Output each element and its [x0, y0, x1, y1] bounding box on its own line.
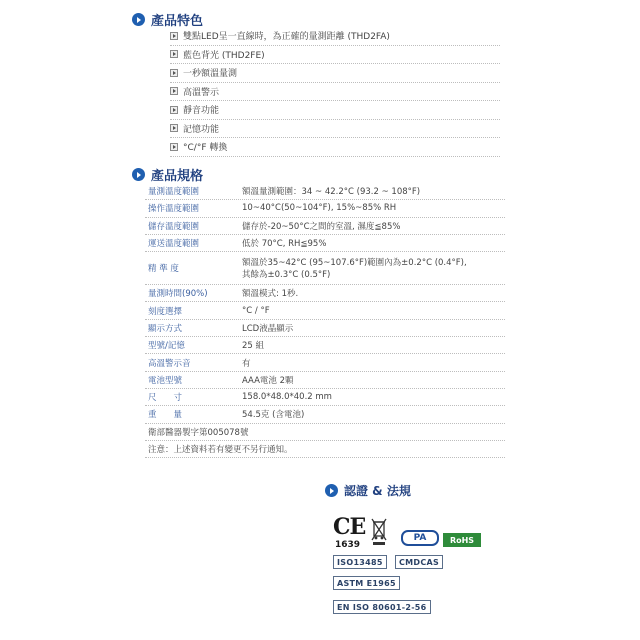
cmdcas-badge: CMDCAS — [395, 555, 443, 569]
spec-row — [145, 235, 505, 252]
feature-item — [170, 120, 500, 139]
feature-item — [170, 27, 500, 46]
ce-notified-body-number: 1639 — [335, 540, 361, 550]
circle-arrow-icon — [132, 168, 145, 181]
spec-label: 高溫警示音 — [148, 358, 191, 369]
spec-label: 量測溫度範圍 — [148, 187, 200, 198]
pa-logo-text: PA — [413, 533, 427, 543]
spec-value — [242, 372, 505, 388]
registration-text: 衛部醫器製字第005078號 — [145, 424, 505, 441]
bullet-arrow-icon — [170, 69, 178, 77]
feature-text: 藍色背光 (THD2FE) — [183, 50, 265, 61]
feature-item — [170, 101, 500, 120]
spec-label: 運送溫度範圍 — [148, 239, 200, 250]
ce-mark-logo: CE — [333, 514, 366, 540]
spec-value — [242, 183, 505, 199]
feature-item — [170, 46, 500, 65]
spec-row — [145, 354, 505, 371]
spec-label: 刻度選擇 — [148, 306, 183, 317]
bullet-arrow-icon — [170, 50, 178, 58]
spec-row — [145, 302, 505, 319]
bullet-arrow-icon — [170, 32, 178, 40]
bullet-arrow-icon — [170, 124, 178, 132]
circle-arrow-icon — [325, 484, 338, 497]
feature-text: 靜音功能 — [183, 106, 220, 117]
features-title: 產品特色 — [151, 14, 204, 29]
specs-heading — [132, 165, 203, 184]
spec-label: 重 量 — [148, 410, 183, 421]
spec-label: 電池型號 — [148, 375, 183, 386]
feature-text: 雙點LED呈一直線時，為正確的量測距離 (THD2FA) — [183, 32, 390, 43]
bullet-arrow-icon — [170, 143, 178, 151]
spec-row — [145, 285, 505, 302]
bullet-arrow-icon — [170, 106, 178, 114]
spec-label: 型號/記憶 — [148, 341, 185, 352]
rohs-badge: RoHS — [443, 533, 481, 547]
spec-value-line: 低於 70°C, RH≦95% — [242, 239, 327, 250]
feature-text: °C/°F 轉換 — [183, 143, 228, 154]
spec-value — [242, 218, 505, 234]
spec-value — [242, 235, 505, 251]
spec-value — [242, 354, 505, 370]
spec-label: 儲存溫度範圍 — [148, 221, 200, 232]
spec-table — [145, 183, 505, 458]
spec-value-line: 25 組 — [242, 341, 265, 352]
feature-item — [170, 83, 500, 102]
spec-value-line: 儲存於-20~50°C之間的室溫, 濕度≦85% — [242, 221, 401, 232]
en-iso-80601-badge: EN ISO 80601-2-56 — [333, 600, 431, 614]
spec-value-line: °C / °F — [242, 305, 270, 316]
spec-value — [242, 320, 505, 336]
spec-label: 顯示方式 — [148, 323, 183, 334]
astm-e1965-badge: ASTM E1965 — [333, 576, 400, 590]
spec-value — [242, 200, 505, 216]
spec-row — [145, 372, 505, 389]
spec-value-line: 10~40°C(50~104°F), 15%~85% RH — [242, 203, 397, 214]
spec-row — [145, 252, 505, 285]
spec-value-line: 158.0*48.0*40.2 mm — [242, 392, 332, 403]
spec-value — [242, 389, 505, 405]
feature-item — [170, 64, 500, 83]
feature-text: 一秒額溫量測 — [183, 69, 238, 80]
spec-row — [145, 389, 505, 406]
spec-value — [242, 406, 505, 422]
spec-value-line: 額溫於35~42°C (95~107.6°F)範圍內為±0.2°C (0.4°F), — [242, 258, 467, 269]
spec-row — [145, 337, 505, 354]
spec-row — [145, 183, 505, 200]
spec-value-line: 其餘為±0.3°C (0.5°F) — [242, 270, 331, 281]
spec-value-line: LCD液晶顯示 — [242, 323, 294, 334]
spec-value-line: 54.5克 (含電池) — [242, 410, 305, 421]
spec-value-line: 額溫量測範圍：34 ~ 42.2°C (93.2 ~ 108°F) — [242, 187, 421, 198]
notice-text: 注意：上述資料若有變更不另行通知。 — [145, 441, 505, 458]
bullet-arrow-icon — [170, 87, 178, 95]
spec-value-line: 有 — [242, 358, 251, 369]
spec-row — [145, 200, 505, 217]
weee-bin-icon — [371, 518, 387, 546]
feature-item — [170, 138, 500, 157]
spec-label: 操作溫度範圍 — [148, 204, 200, 215]
spec-row — [145, 320, 505, 337]
circle-arrow-icon — [132, 13, 145, 26]
spec-value — [242, 285, 505, 301]
spec-label: 精 準 度 — [148, 264, 179, 275]
spec-value-line: 額溫模式: 1秒. — [242, 289, 299, 300]
iso13485-badge: ISO13485 — [333, 555, 387, 569]
cert-heading — [325, 482, 411, 499]
spec-row — [145, 406, 505, 423]
spec-row — [145, 218, 505, 235]
spec-value — [242, 252, 505, 284]
spec-value — [242, 302, 505, 318]
spec-label: 尺 寸 — [148, 393, 183, 404]
specs-title: 產品規格 — [151, 169, 204, 184]
spec-label: 量測時間(90%) — [148, 289, 208, 300]
feature-text: 高溫警示 — [183, 87, 220, 98]
features-list — [170, 27, 500, 157]
spec-value-line: AAA電池 2顆 — [242, 375, 294, 386]
spec-value — [242, 337, 505, 353]
cert-logos — [333, 510, 493, 620]
feature-text: 記憶功能 — [183, 124, 220, 135]
pa-certification-logo — [401, 530, 439, 546]
cert-title: 認證 & 法規 — [344, 484, 411, 498]
